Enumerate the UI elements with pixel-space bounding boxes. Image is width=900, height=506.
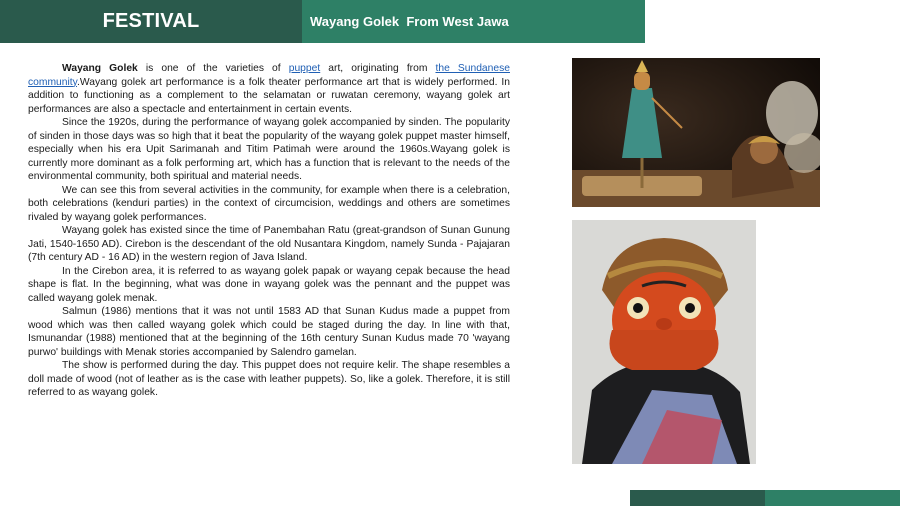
section-title: FESTIVAL (0, 0, 302, 43)
footer-bar-dark (630, 490, 765, 506)
footer-bar-light (765, 490, 900, 506)
paragraph-2: Since the 1920s, during the performance of wayang golek accompanied by sinden. The popularity of sinden in those days was so high that it beat the popularity of the wayang golek puppet master himself, especially when his era Upit Sarimanah and Titim Patimah were around the 1960s.Wayang golek is currently more dominant as a folk performing art, which has a function that is relevant to the needs of the environmental community, both spiritual and material needs. (28, 117, 510, 182)
article-body (28, 62, 510, 400)
paragraph-1 (28, 62, 510, 116)
puppet-closeup-photo (572, 220, 756, 464)
sundanese-community-link[interactable]: the Sundanese community (28, 63, 510, 88)
paragraph-1-text-c: .Wayang golek art performance is a folk theater performance art that is widely performed. In addition to functioning as a complement to the selamatan or ruwatan ceremony, wayang golek art performances are also a spectacle and entertainment in certain events. (28, 76, 510, 115)
puppet-link[interactable]: puppet (288, 63, 321, 74)
paragraph-1-text-b: art, originating from (320, 63, 436, 74)
paragraph-3: We can see this from several activities in the community, for example when there is a celebration, both celebrations (kenduri parties) in the context of circumcision, weddings and others are sometimes rivaled by wayang golek performances. (28, 184, 510, 223)
puppet-performance-photo (572, 58, 820, 207)
paragraph-7: The show is performed during the day. This puppet does not require kelir. The shape resembles a doll made of wood (not of leather as is the case with leather puppets). So, like a golek. Therefore, it is still referred to as wayang golek. (28, 360, 510, 398)
lead-term: Wayang Golek (62, 63, 138, 74)
page-subtitle: Wayang Golek From West Jawa (302, 0, 645, 43)
paragraph-5: In the Cirebon area, it is referred to as wayang golek papak or wayang cepak because the head shape is flat. In the beginning, what was done in wayang golek was the pennant and the puppet was called wayang golek menak. (28, 265, 510, 304)
paragraph-6: Salmun (1986) mentions that it was not until 1583 AD that Sunan Kudus made a puppet from wood which was then called wayang golek which could be staged during the day. In line with that, Ismunandar (1988) mentioned that at the beginning of the 16th century Sunan Kudus made 70 'wayang purwo' buildings with Menak stories accompanied by Salendro gamelan. (28, 306, 510, 358)
paragraph-1-text-a: is one of the varieties of (137, 63, 289, 74)
paragraph-4: Wayang golek has existed since the time of Panembahan Ratu (great-grandson of Sunan Gunung Jati, 1540-1650 AD). Cirebon is the descendant of the old Nusantara Kingdom, namely Sunda - Pajajaran (7th century AD - 16 AD) in the western region of Java Island. (28, 225, 510, 263)
